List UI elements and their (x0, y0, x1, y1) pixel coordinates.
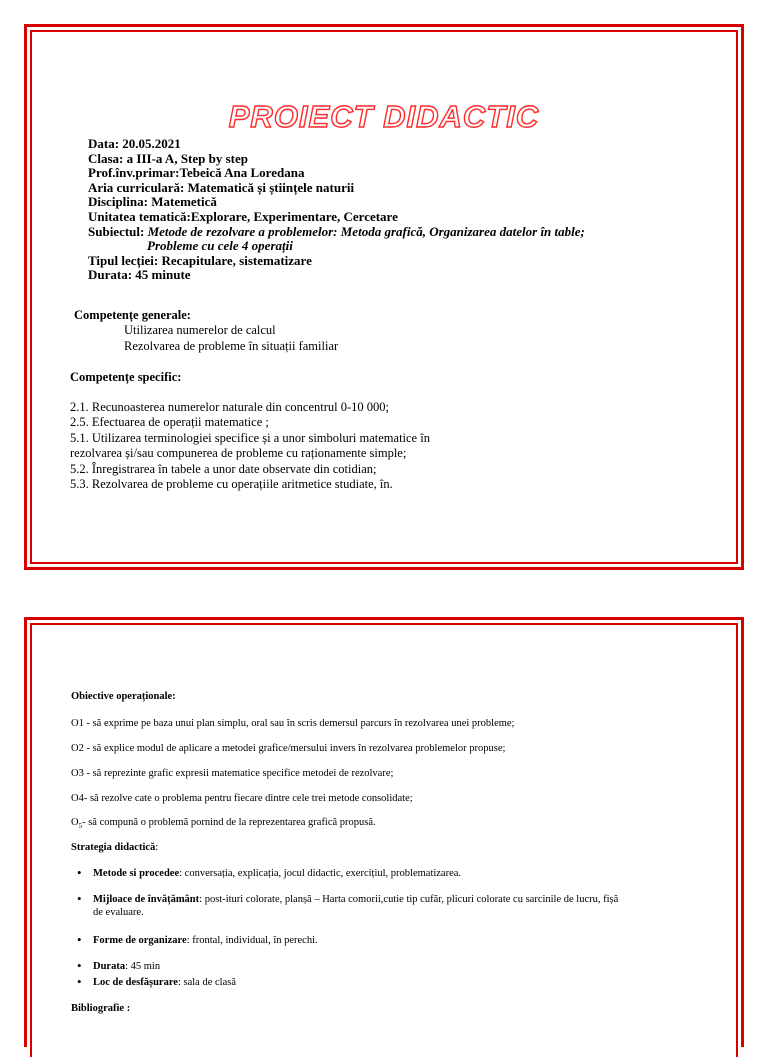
page-1 (24, 24, 744, 570)
header-date: Data: 20.05.2021 (88, 136, 181, 151)
document-title: PROIECT DIDACTIC (228, 99, 540, 134)
page-2 (24, 617, 744, 1047)
objective-item: O4- să rezolve cate o problema pentru fiecare dintre cele trei metode consolidate; (71, 793, 413, 804)
specific-competence-item: 2.5. Efectuarea de operații matematice ; (70, 415, 269, 429)
header-duration: Durata: 45 minute (88, 267, 191, 283)
objective-item: $O_5-$ să compună o problemă pornind de la reprezentarea grafică propusă. (71, 817, 376, 831)
lesson-header (88, 137, 585, 283)
header-lesson-type: Tipul lecției: Recapitulare, sistematizare (88, 252, 312, 268)
objective-item: O2 - să explice modul de aplicare a metodei grafice/mersului invers în rezolvarea problemelor propuse; (71, 743, 506, 754)
bibliography-heading: Bibliografie : (71, 1003, 131, 1014)
specific-competence-item: 5.1. Utilizarea terminologiei specifice și a unor simboluri matematice în (70, 431, 430, 445)
specific-competences-heading: Competențe specific: (70, 370, 182, 384)
general-competence-item: Utilizarea numerelor de calcul (124, 323, 276, 337)
header-teacher: Prof.înv.primar:Tebeică Ana Loredana (88, 165, 305, 181)
objective-item: O3 - să reprezinte grafic expresii matematice specifice metodei de rezolvare; (71, 768, 394, 779)
strategy-materials-item: • Mijloace de învățământ: post-ituri colorate, planșă – Harta comorii,cutie tip cufăr, plicuri colorate cu sarcinile de lucru, fișă de evaluare. (93, 893, 733, 919)
specific-competence-item: 5.2. Înregistrarea în tabele a unor date observate din cotidian; (70, 462, 377, 476)
specific-competence-item: 2.1. Recunoasterea numerelor naturale din concentrul 0-10 000; (70, 400, 389, 414)
strategy-methods-item: • Metode si procedee: conversația, explicația, jocul didactic, exercițiul, problematizarea. (93, 867, 461, 880)
strategy-location-item: • Loc de desfășurare: sala de clasă (93, 976, 236, 989)
strategy-duration-item: • Durata: 45 min (93, 960, 160, 973)
objective-item: O1 - să exprime pe baza unui plan simplu, oral sau în scris demersul parcurs în rezolvarea unei probleme; (71, 718, 515, 729)
header-class: Clasa: a III-a A, Step by step (88, 150, 248, 166)
header-discipline: Disciplina: Matemetică (88, 194, 217, 210)
specific-competence-item: rezolvarea și/sau compunerea de probleme cu raționamente simple; (70, 446, 407, 460)
strategy-heading: Strategia didactică: (71, 842, 159, 853)
header-thematic-unit: Unitatea tematică:Explorare, Experimentare, Cercetare (88, 208, 398, 224)
strategy-organization-item: • Forme de organizare: frontal, individual, în perechi. (93, 934, 318, 947)
header-subject-continued: Probleme cu cele 4 operații (147, 238, 293, 254)
header-curricular-area: Aria curriculară: Matematică și științele naturii (88, 179, 355, 195)
specific-competence-item: 5.3. Rezolvarea de probleme cu operațiile aritmetice studiate, în. (70, 477, 393, 491)
header-subject: Subiectul: Metode de rezolvare a problemelor: Metoda grafică, Organizarea datelor în table; (88, 223, 585, 239)
objectives-heading: Obiective operaționale: (71, 691, 176, 702)
general-competence-item: Rezolvarea de probleme în situații familiar (124, 339, 339, 353)
general-competences-heading: Competențe generale: (74, 308, 191, 322)
